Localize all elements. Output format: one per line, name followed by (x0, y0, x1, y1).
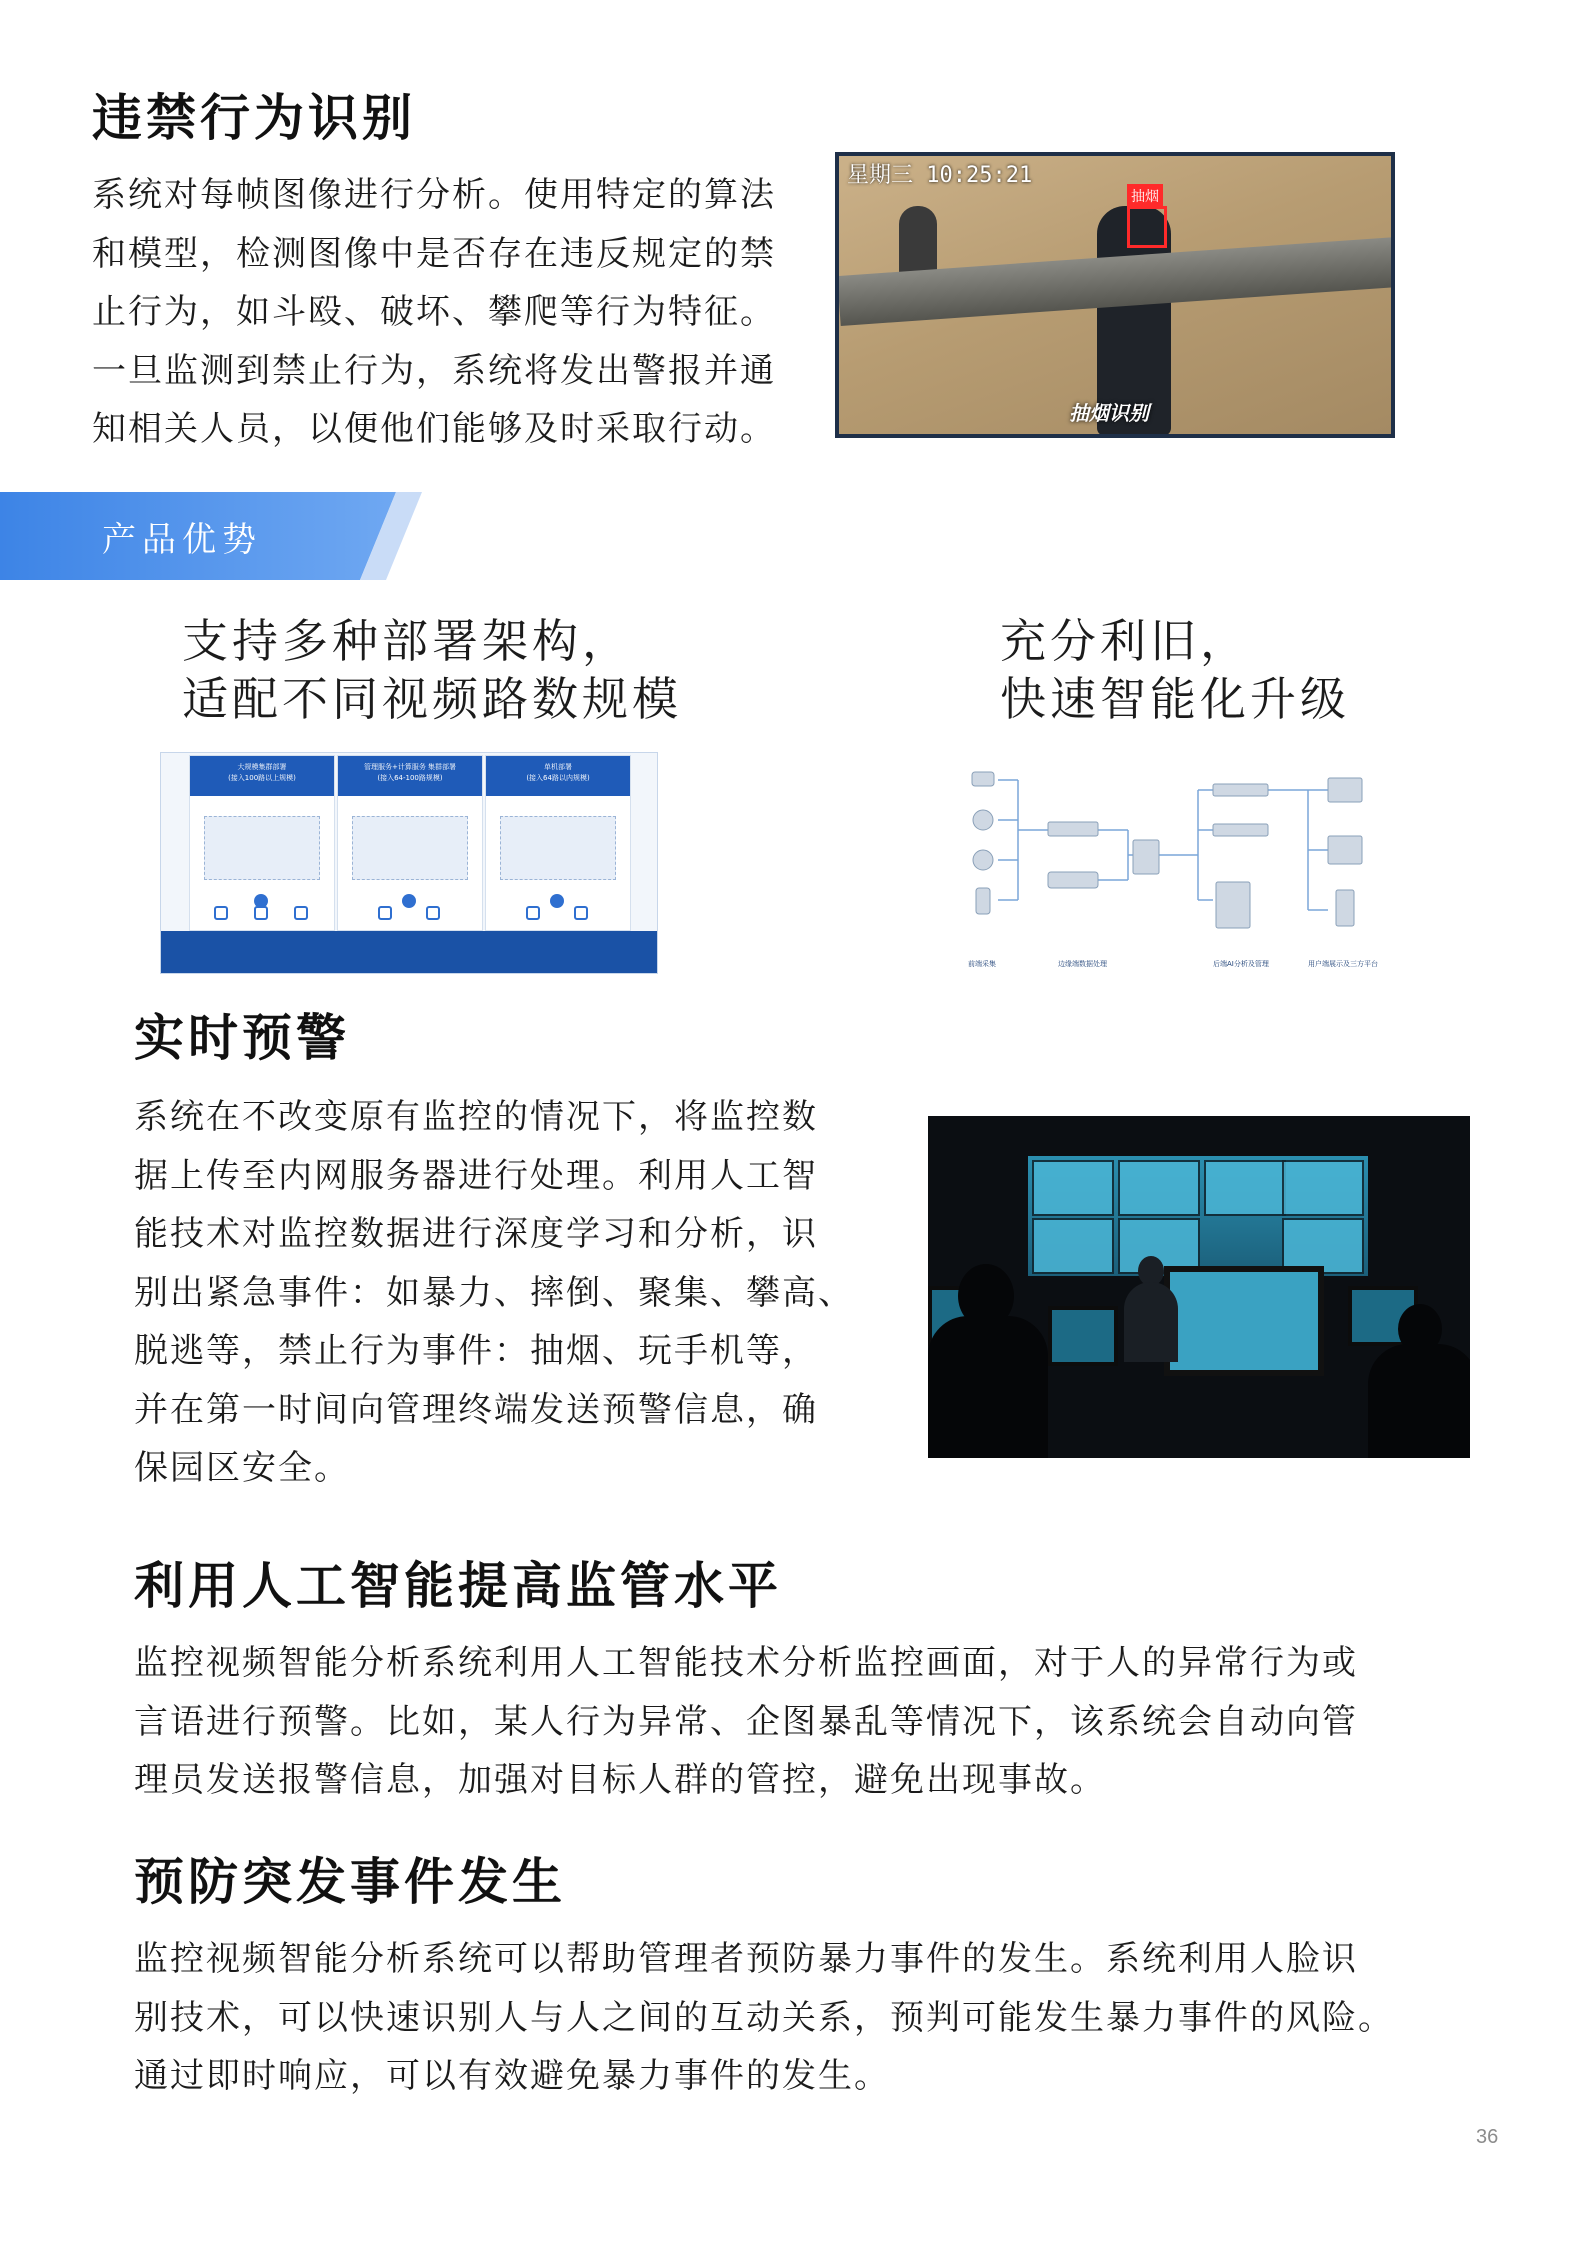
video-tile (1032, 1160, 1114, 1216)
advantage-line: 充分利旧， (1000, 614, 1250, 668)
section-body-realtime-alert (134, 1088, 914, 1498)
para-line: 止行为，如斗殴、破坏、攀爬等行为特征。 (92, 292, 776, 332)
feature-icon (574, 906, 588, 920)
para-line: 理员发送报警信息，加强对目标人群的管控，避免出现事故。 (134, 1760, 1106, 1800)
network-label-backend: 后端AI分析及管理 (1213, 960, 1269, 968)
network-label-user: 用户端展示及三方平台 (1308, 960, 1378, 968)
main-monitor (1164, 1266, 1324, 1376)
para-line: 别出紧急事件：如暴力、摔倒、聚集、攀高、 (134, 1272, 854, 1313)
para-line: 能技术对监控数据进行深度学习和分析，识 (134, 1214, 818, 1254)
video-tile (1204, 1160, 1286, 1216)
advantage-line: 快速智能化升级 (1000, 672, 1350, 726)
operator-silhouette (928, 1316, 1048, 1458)
feature-icon (214, 906, 228, 920)
video-tile (1282, 1160, 1364, 1216)
product-advantages-banner (0, 492, 422, 580)
advantage-line: 支持多种部署架构， (182, 614, 632, 668)
network-topology (958, 760, 1398, 982)
para-line: 知相关人员，以便他们能够及时采取行动。 (92, 409, 776, 449)
deploy-box (500, 816, 616, 880)
page-number: 36 (1476, 2126, 1499, 2148)
camera-timestamp: 星期三 10:25:21 (847, 163, 1033, 188)
node-icon (402, 894, 416, 908)
section-title-ai-supervision: 利用人工智能提高监管水平 (134, 1556, 782, 1615)
network-label-front: 前端采集 (968, 960, 996, 968)
para-line: 监控视频智能分析系统利用人工智能技术分析监控画面，对于人的异常行为或 (134, 1643, 1358, 1683)
banner-label: 产品优势 (102, 520, 262, 560)
section-body-prohibited-behavior (92, 166, 832, 459)
feature-icon (254, 906, 268, 920)
section-title-realtime-alert: 实时预警 (134, 1008, 350, 1067)
deploy-column-subtitle: (接入64-100路规模) (377, 774, 443, 782)
para-line: 据上传至内网服务器进行处理。利用人工智 (134, 1155, 818, 1196)
deploy-column-subtitle: (接入64路以内规模) (526, 774, 590, 782)
deploy-column-cluster (189, 755, 335, 931)
para-line: 和模型，检测图像中是否存在违反规定的禁 (92, 233, 776, 274)
para-line: 并在第一时间向管理终端发送预警信息，确 (134, 1389, 818, 1430)
para-line: 别技术，可以快速识别人与人之间的互动关系，预判可能发生暴力事件的风险。 (134, 1997, 1394, 2038)
deploy-box (352, 816, 468, 880)
para-line: 通过即时响应，可以有效避免暴力事件的发生。 (134, 2056, 890, 2096)
section-title-prevent-incidents: 预防突发事件发生 (134, 1852, 566, 1911)
feature-icon (426, 906, 440, 920)
section-title-prohibited-behavior: 违禁行为识别 (92, 88, 416, 147)
diagram-footer-bar (161, 931, 657, 973)
smoking-detection-image (835, 152, 1395, 438)
para-line: 脱逃等，禁止行为事件：抽烟、玩手机等， (134, 1331, 818, 1371)
control-room-image (928, 1116, 1470, 1458)
deploy-column-title: 大规模集群部署 (237, 763, 287, 771)
side-monitor (1048, 1306, 1118, 1366)
para-line: 监控视频智能分析系统可以帮助管理者预防暴力事件的发生。系统利用人脸识 (134, 1939, 1358, 1979)
network-label-edge: 边缘端数据处理 (1058, 960, 1107, 968)
deployment-architecture-diagram (160, 752, 658, 974)
deploy-column-subtitle: (接入100路以上规模) (228, 774, 296, 782)
video-tile (1118, 1160, 1200, 1216)
legacy-upgrade-network-diagram (958, 760, 1398, 982)
image-caption: 抽烟识别 (1069, 401, 1149, 425)
operator-silhouette (1124, 1282, 1178, 1362)
section-body-prevent-incidents (134, 1930, 1474, 2106)
deploy-column-hybrid (337, 755, 483, 931)
para-line: 保园区安全。 (134, 1448, 350, 1488)
deploy-column-title: 管理服务+计算服务 集群部署 (363, 763, 457, 771)
detection-box (1127, 206, 1167, 248)
para-line: 系统在不改变原有监控的情况下，将监控数 (134, 1097, 818, 1137)
feature-icon (378, 906, 392, 920)
node-icon (550, 894, 564, 908)
detection-label: 抽烟 (1127, 184, 1163, 208)
advantage-line: 适配不同视频路数规模 (182, 672, 682, 726)
deploy-column-title: 单机部署 (544, 763, 572, 771)
feature-icon (526, 906, 540, 920)
para-line: 言语进行预警。比如，某人行为异常、企图暴乱等情况下，该系统会自动向管 (134, 1701, 1358, 1742)
para-line: 一旦监测到禁止行为，系统将发出警报并通 (92, 350, 776, 391)
advantage-deployment-text (182, 612, 682, 728)
feature-icon (294, 906, 308, 920)
deploy-column-single (485, 755, 631, 931)
section-body-ai-supervision (134, 1634, 1474, 1810)
advantage-upgrade-text (1000, 612, 1350, 728)
deploy-box (204, 816, 320, 880)
para-line: 系统对每帧图像进行分析。使用特定的算法 (92, 175, 776, 215)
operator-silhouette (1368, 1344, 1470, 1458)
video-tile (1032, 1218, 1114, 1274)
